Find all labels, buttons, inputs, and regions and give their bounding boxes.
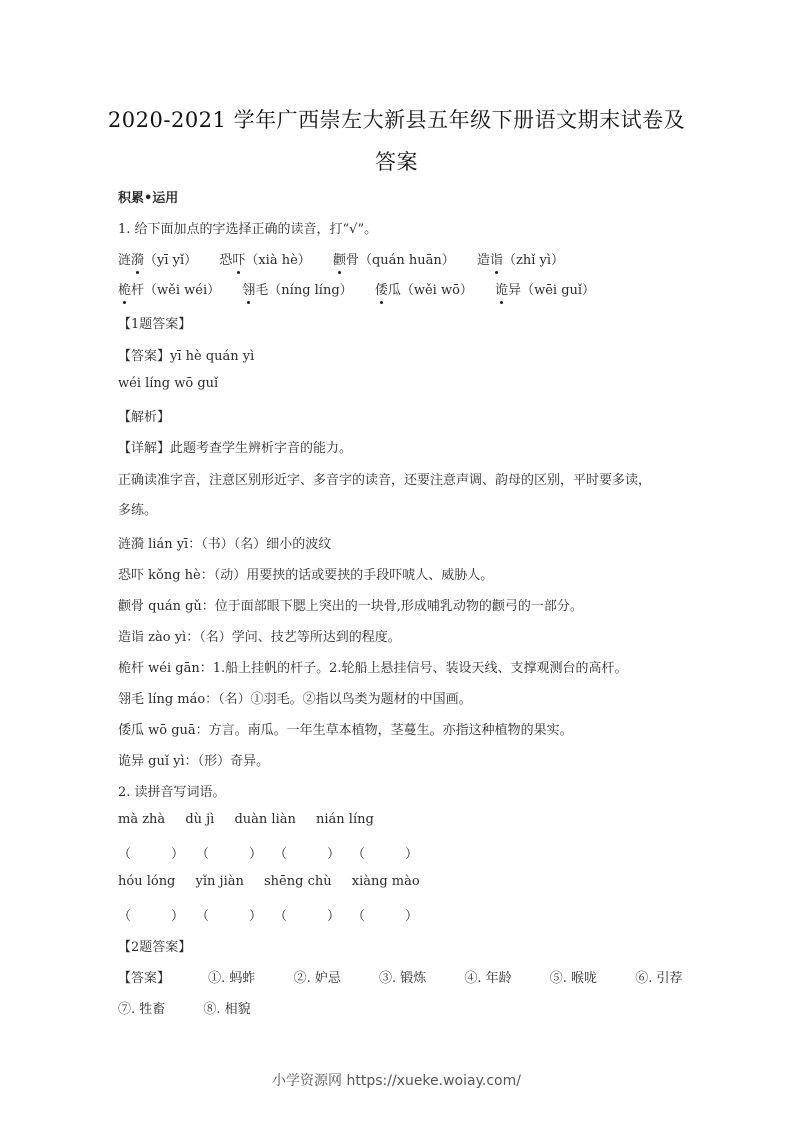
q2-answers-line1 <box>118 967 682 986</box>
q1-analysis-header: 【解析】 <box>118 410 171 425</box>
q1-answer-header: 【1题答案】 <box>118 317 192 332</box>
definition: 恐吓 kǒng hè：（动）用要挟的话或要挟的手段吓唬人、威胁人。 <box>118 568 494 583</box>
footer-watermark: 小学资源网 https://xueke.woiay.com/ <box>272 1073 521 1089</box>
answer-item: ①. 蚂蚱 <box>208 971 256 986</box>
answer-item: ②. 妒忌 <box>293 971 341 986</box>
q2-prompt: 2. 读拼音写词语。 <box>118 785 226 800</box>
pinyin-item: duàn liàn <box>234 812 296 827</box>
answer-item: ⑦. 牲畜 <box>118 1002 166 1017</box>
q1-prompt: 1. 给下面加点的字选择正确的读音，打“√”。 <box>118 222 378 237</box>
answer-blank[interactable]: （ ） <box>274 909 340 924</box>
pinyin-item: xiàng mào <box>351 874 420 889</box>
answer-blank[interactable]: （ ） <box>352 847 418 862</box>
definition: 倭瓜 wō guā：方言。南瓜。一年生草本植物，茎蔓生。亦指这种植物的果实。 <box>118 723 573 738</box>
q1-word: 恐吓（xià hè） <box>219 249 310 268</box>
q1-word: 倭瓜（wěi wō） <box>375 279 473 298</box>
definition: 颧骨 quán gǔ：位于面部眼下腮上突出的一块骨,形成哺乳动物的颧弓的一部分。 <box>118 599 583 614</box>
q1-options-row2 <box>118 279 613 298</box>
pinyin-item: yǐn jiàn <box>195 874 244 889</box>
pinyin-item: shēng chù <box>264 874 332 889</box>
answer-item: ③. 锻炼 <box>378 971 427 986</box>
q1-word: 涟漪（yī yǐ） <box>118 249 197 268</box>
definition: 诡异 guǐ yì：（形）奇异。 <box>118 754 270 769</box>
definition: 桅杆 wéi gān：1.船上挂帆的杆子。2.轮船上悬挂信号、装设天线、支撑观测台的高杆。 <box>118 661 628 676</box>
page-title-line1: 2020-2021 学年广西崇左大新县五年级下册语文期末试卷及 <box>107 108 686 132</box>
answer-blank[interactable]: （ ） <box>274 847 340 862</box>
answer-blank[interactable]: （ ） <box>196 909 262 924</box>
q1-word: 造诣（zhǐ yì） <box>477 249 564 268</box>
answer-blank[interactable]: （ ） <box>196 847 262 862</box>
pinyin-item: hóu lóng <box>118 874 176 889</box>
q2-answers-line2 <box>118 998 285 1017</box>
q1-answer-line1: 【答案】yī hè quán yì <box>118 349 255 364</box>
answer-blank[interactable]: （ ） <box>352 909 418 924</box>
q2-blanks-row2 <box>118 905 430 924</box>
answer-item: ⑤. 喉咙 <box>549 971 598 986</box>
answer-item: ④. 年龄 <box>464 971 512 986</box>
q1-word: 翎毛（níng líng） <box>242 279 352 298</box>
q1-word: 诡异（wēi guǐ） <box>495 279 595 298</box>
page-title-line2: 答案 <box>375 150 418 174</box>
q1-word: 颧骨（quán huān） <box>333 249 455 268</box>
q1-explain-line1: 正确读准字音，注意区别形近字、多音字的读音，还要注意声调、韵母的区别，平时要多读， <box>118 473 652 488</box>
pinyin-item: dù jì <box>185 812 215 827</box>
pinyin-item: nián líng <box>316 812 374 827</box>
q2-pinyin-row2 <box>118 874 436 889</box>
q1-word: 桅杆（wěi wéi） <box>118 279 220 298</box>
q2-pinyin-row1 <box>118 812 390 827</box>
q1-explain-line2: 多练。 <box>118 503 158 518</box>
q1-answer-line2: wéi líng wō guǐ <box>118 376 219 391</box>
section-heading: 积累•运用 <box>118 191 179 206</box>
definition: 涟漪 lián yī：（书）（名）细小的波纹 <box>118 537 332 552</box>
pinyin-item: mà zhà <box>118 812 166 827</box>
definition: 翎毛 líng máo：（名）①羽毛。②指以鸟类为题材的中国画。 <box>118 692 472 707</box>
answer-blank[interactable]: （ ） <box>118 909 184 924</box>
q1-options-row1 <box>118 249 582 268</box>
answer-item: ⑥. 引荐 <box>635 971 683 986</box>
q1-detail: 【详解】此题考查学生辨析字音的能力。 <box>118 441 353 456</box>
answer-blank[interactable]: （ ） <box>118 847 184 862</box>
q2-blanks-row1 <box>118 843 430 862</box>
answer-label: 【答案】 <box>118 971 171 986</box>
definition: 造诣 zào yì：（名）学问、技艺等所达到的程度。 <box>118 630 401 645</box>
answer-item: ⑧. 相貌 <box>203 1002 251 1017</box>
q2-answer-header: 【2题答案】 <box>118 940 192 955</box>
